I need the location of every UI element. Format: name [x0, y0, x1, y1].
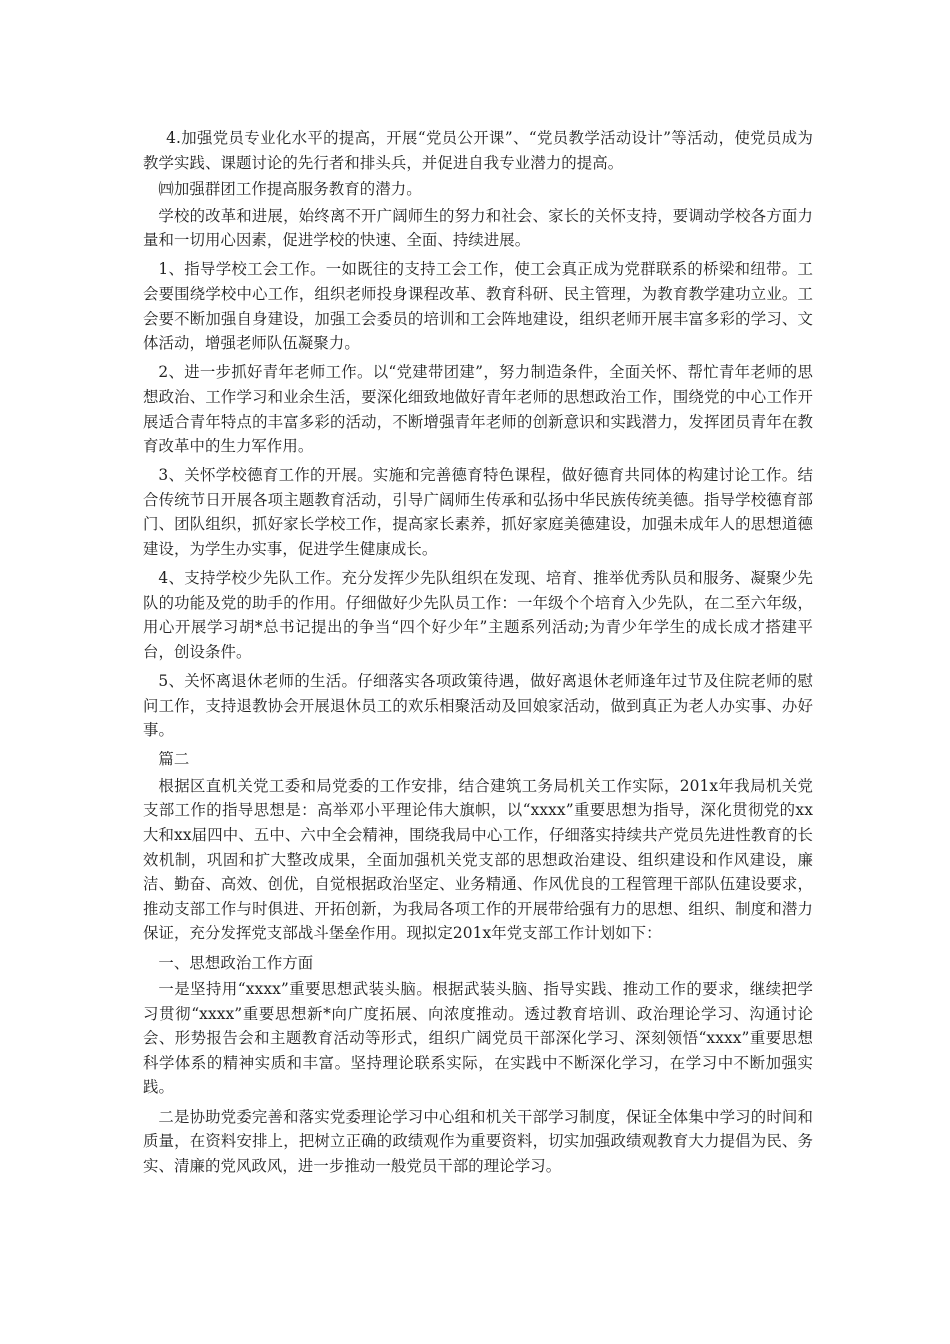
document-body	[143, 126, 813, 1183]
paragraph-5-retirees: 5、关怀离退休老师的生活。仔细落实各项政策待遇，做好离退休老师逢年过节及住院老师的慰问工作，支持退教协会开展退休员工的欢乐相聚活动及回娘家活动，做到真正为老人办实事、办好事。	[143, 671, 813, 740]
paragraph-1-union: 1、指导学校工会工作。一如既往的支持工会工作，使工会真正成为党群联系的桥梁和纽带。工会要围绕学校中心工作，组织老师投身课程改革、教育科研、民主管理，为教育教学建功立业。工会要不断加强自身建设，加强工会委员的培训和工会阵地建设，组织老师开展丰富多彩的学习、文体活动，增强老师队伍凝聚力。	[143, 260, 813, 353]
paragraph-4-pioneers: 4、支持学校少先队工作。充分发挥少先队组织在发现、培育、推举优秀队员和服务、凝聚少先队的功能及党的助手的作用。仔细做好少先队员工作：一年级个个培育入少先队，在二至六年级，用心开展学习胡*总书记提出的争当“四个好少年”主题系列活动;为青少年学生的成长成才搭建平台，创设条件。	[143, 569, 813, 661]
paragraph-item-4: 4.加强党员专业化水平的提高，开展“党员公开课”、“党员教学活动设计”等活动，使党员成为教学实践、课题讨论的先行者和排头兵，并促进自我专业潜力的提高。	[143, 129, 813, 172]
paragraph-3-moral: 3、关怀学校德育工作的开展。实施和完善德育特色课程，做好德育共同体的构建讨论工作。结合传统节日开展各项主题教育活动，引导广阔师生传承和弘扬中华民族传统美德。指导学校德育部门、团队组织，抓好家长学校工作，提高家长素养，抓好家庭美德建设，加强未成年人的思想道德建设，为学生办实事，促进学生健康成长。	[143, 466, 813, 558]
section-heading-1: 一、思想政治工作方面	[158, 953, 314, 972]
paragraph-point-1: 一是坚持用“xxxx”重要思想武装头脑。根据武装头脑、指导实践、推动工作的要求，继续把学习贯彻“xxxx”重要思想新*向广度拓展、向浓度推动。透过教育培训、政治理论学习、沟通讨论会、形势报告会和主题教育活动等形式，组织广阔党员干部深化学习、深刻领悟“xxxx”重要思想科学体系的精神实质和丰富。坚持理论联系实际，在实践中不断深化学习，在学习中不断加强实践。	[143, 980, 813, 1097]
paragraph-guiding-idea: 根据区直机关党工委和局党委的工作安排，结合建筑工务局机关工作实际，201x年我局机关党支部工作的指导思想是：高举邓小平理论伟大旗帜，以“xxxx”重要思想为指导，深化贯彻党的xx大和xx届四中、五中、六中全会精神，围绕我局中心工作，仔细落实持续共产党员先进性教育的长效机制，巩固和扩大整改成果，全面加强机关党支部的思想政治建设、组织建设和作风建设，廉洁、勤奋、高效、创优，自觉根据政治坚定、业务精通、作风优良的工程管理干部队伍建设要求，推动支部工作与时俱进、开拓创新，为我局各项工作的开展带给强有力的思想、组织、制度和潜力保证，充分发挥党支部战斗堡垒作用。现拟定201x年党支部工作计划如下：	[143, 776, 813, 943]
paragraph-intro: 学校的改革和进展，始终离不开广阔师生的努力和社会、家长的关怀支持，要调动学校各方面力量和一切用心因素，促进学校的快速、全面、持续进展。	[143, 206, 813, 250]
chapter-title: 篇二	[158, 750, 190, 769]
section-heading-4: ㈣加强群团工作提高服务教育的潜力。	[158, 180, 422, 199]
paragraph-2-youth: 2、进一步抓好青年老师工作。以“党建带团建”，努力制造条件，全面关怀、帮忙青年老师的思想政治、工作学习和业余生活，要深化细致地做好青年老师的思想政治工作，围绕党的中心工作开展适合青年特点的丰富多彩的活动，不断增强青年老师的创新意识和实践潜力，发挥团员青年在教育改革中的生力军作用。	[143, 363, 813, 456]
paragraph-point-2: 二是协助党委完善和落实党委理论学习中心组和机关干部学习制度，保证全体集中学习的时间和质量，在资料安排上，把树立正确的政绩观作为重要资料，切实加强政绩观教育大力提倡为民、务实、清廉的党风政风，进一步推动一般党员干部的理论学习。	[143, 1107, 813, 1175]
